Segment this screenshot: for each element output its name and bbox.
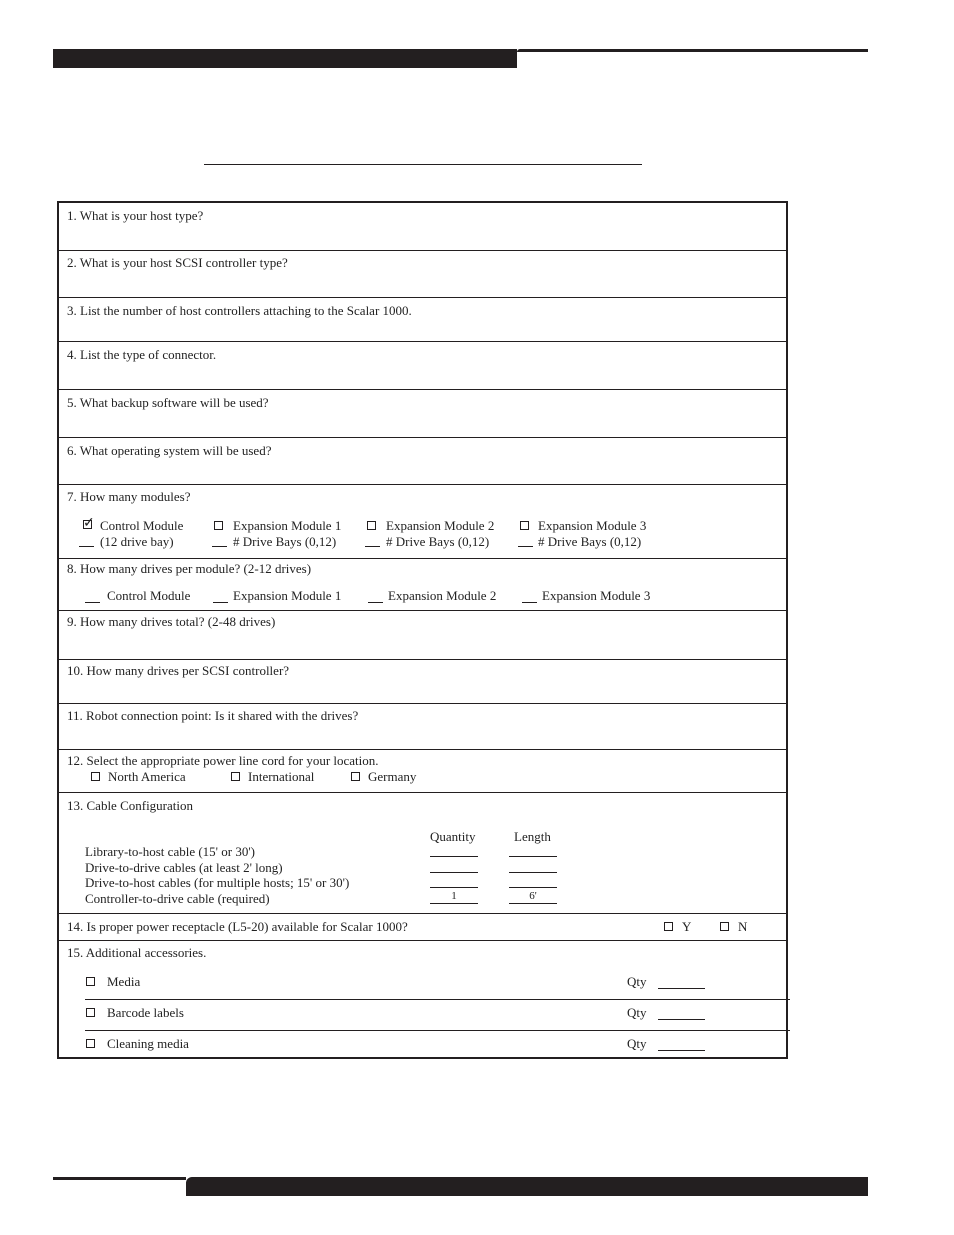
cleaning-qty-label: Qty [627,1036,647,1051]
question-12 [59,749,786,793]
media-qty-label: Qty [627,974,647,989]
cable-length-field[interactable]: 6' [509,890,557,904]
control-module-label: Control Module [100,518,184,533]
question-2 [59,250,786,298]
cable-row-label: Controller-to-drive cable (required) [85,891,270,906]
expansion-2-bay-blank[interactable] [365,546,380,547]
media-label: Media [107,974,141,989]
question-9-label: 9. How many drives total? (2-48 drives) [67,614,276,629]
exp3-drives-label: Expansion Module 3 [542,588,651,603]
question-1 [59,203,786,251]
exp1-drives-label: Expansion Module 1 [233,588,342,603]
question-5 [59,389,786,438]
question-5-label: 5. What backup software will be used? [67,395,269,410]
footer-bar [186,1177,868,1196]
expansion-2-bays: # Drive Bays (0,12) [386,534,490,549]
quantity-header: Quantity [430,829,476,844]
footer-bar-thin [53,1177,186,1180]
question-8-label: 8. How many drives per module? (2-12 drives) [67,561,312,576]
question-4 [59,341,786,390]
control-drives-label: Control Module [107,588,191,603]
exp3-drives-blank[interactable] [522,602,537,603]
expansion-1-bay-blank[interactable] [212,546,227,547]
question-15-label: 15. Additional accessories. [67,945,207,960]
question-8 [59,558,786,611]
barcode-labels-label: Barcode labels [107,1005,184,1020]
cable-row-label: Drive-to-host cables (for multiple hosts; 15' or 30') [85,875,350,890]
cable-qty-field[interactable]: 1 [430,890,478,904]
length-header: Length [514,829,551,844]
international-label: International [248,769,315,784]
cable-qty-field[interactable] [430,859,478,873]
receptacle-no-label: N [738,919,748,934]
question-9 [59,610,786,660]
expansion-2-label: Expansion Module 2 [386,518,495,533]
germany-label: Germany [368,769,417,784]
media-qty-field[interactable] [658,988,705,989]
question-10-label: 10. How many drives per SCSI controller? [67,663,290,678]
receptacle-yes-label: Y [682,919,692,934]
receptacle-yes-checkbox[interactable] [664,922,673,931]
expansion-2-checkbox[interactable] [367,521,376,530]
cable-length-field[interactable] [509,874,557,888]
barcode-qty-label: Qty [627,1005,647,1020]
expansion-1-checkbox[interactable] [214,521,223,530]
title-rule [204,164,642,165]
control-module-sub: (12 drive bay) [100,534,174,549]
north-america-label: North America [108,769,186,784]
exp1-drives-blank[interactable] [213,602,228,603]
question-2-label: 2. What is your host SCSI controller type? [67,255,288,270]
site-planning-form [57,201,788,1059]
expansion-3-bays: # Drive Bays (0,12) [538,534,642,549]
cleaning-media-checkbox[interactable] [86,1039,95,1048]
question-12-label: 12. Select the appropriate power line cord for your location. [67,753,379,768]
germany-checkbox[interactable] [351,772,360,781]
question-11-label: 11. Robot connection point: Is it shared with the drives? [67,708,359,723]
question-13-label: 13. Cable Configuration [67,798,194,813]
cable-row-label: Library-to-host cable (15' or 30') [85,844,256,859]
expansion-3-label: Expansion Module 3 [538,518,647,533]
question-6 [59,437,786,485]
expansion-3-bay-blank[interactable] [518,546,533,547]
accessory-divider [85,999,790,1000]
check-mark-icon: ✓ [83,516,95,531]
question-6-label: 6. What operating system will be used? [67,443,272,458]
expansion-1-bays: # Drive Bays (0,12) [233,534,337,549]
question-14 [59,913,786,941]
media-checkbox[interactable] [86,977,95,986]
exp2-drives-blank[interactable] [368,602,383,603]
control-drives-blank[interactable] [85,602,100,603]
expansion-3-checkbox[interactable] [520,521,529,530]
question-7-label: 7. How many modules? [67,489,191,504]
barcode-qty-field[interactable] [658,1019,705,1020]
north-america-checkbox[interactable] [91,772,100,781]
header-bar [53,49,517,68]
question-10 [59,659,786,704]
question-1-label: 1. What is your host type? [67,208,204,223]
header-bar-thin [517,49,868,52]
barcode-labels-checkbox[interactable] [86,1008,95,1017]
cable-qty-field[interactable] [430,874,478,888]
question-4-label: 4. List the type of connector. [67,347,217,362]
question-14-label: 14. Is proper power receptacle (L5-20) available for Scalar 1000? [67,919,408,934]
control-bay-blank[interactable] [79,546,94,547]
expansion-1-label: Expansion Module 1 [233,518,342,533]
cable-length-field[interactable] [509,859,557,873]
question-3-label: 3. List the number of host controllers attaching to the Scalar 1000. [67,303,412,318]
cable-qty-field[interactable] [430,843,478,857]
exp2-drives-label: Expansion Module 2 [388,588,497,603]
cleaning-media-label: Cleaning media [107,1036,189,1051]
question-15 [59,940,786,1059]
question-3 [59,297,786,342]
receptacle-no-checkbox[interactable] [720,922,729,931]
question-11 [59,703,786,750]
question-7 [59,484,786,559]
accessory-divider [85,1030,790,1031]
control-module-checkbox[interactable] [83,516,95,531]
cable-row-label: Drive-to-drive cables (at least 2' long) [85,860,283,875]
cable-length-field[interactable] [509,843,557,857]
question-13 [59,792,786,914]
cleaning-qty-field[interactable] [658,1050,705,1051]
international-checkbox[interactable] [231,772,240,781]
